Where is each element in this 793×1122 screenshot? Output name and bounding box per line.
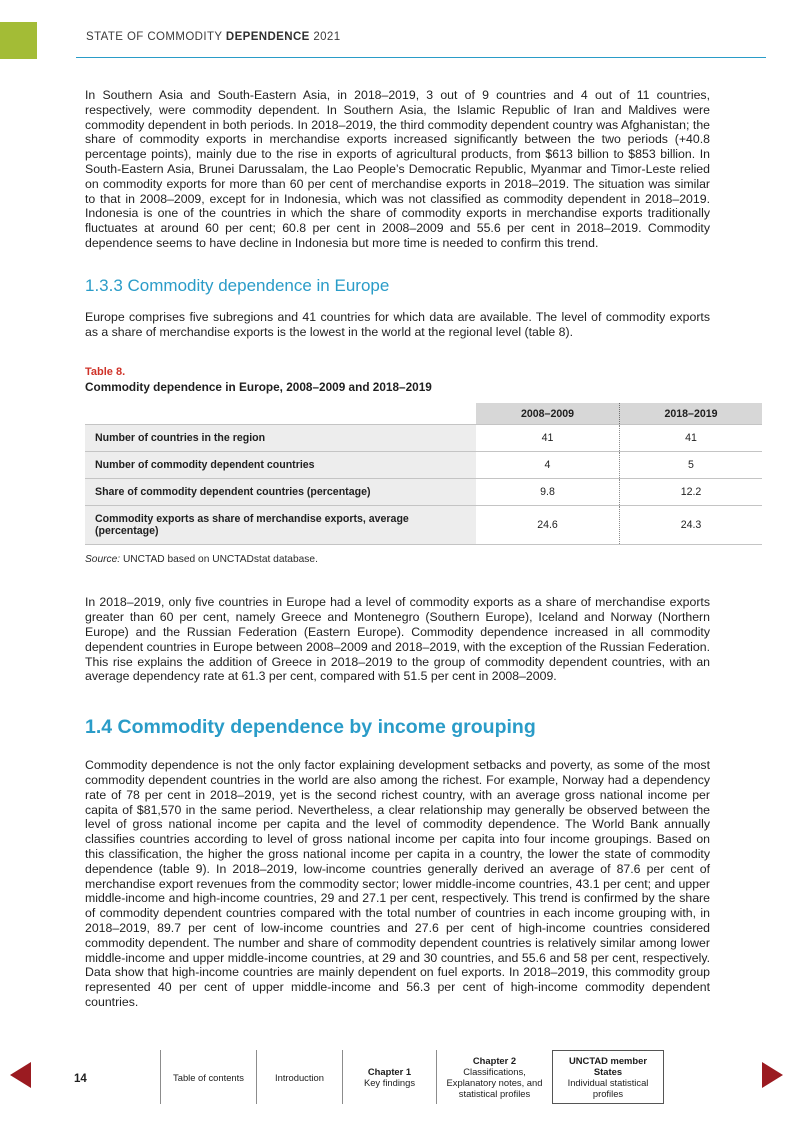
brand-green-block [0,22,37,59]
row-value: 9.8 [540,486,555,499]
source-label: Source: [85,554,121,566]
footer-nav-introduction[interactable] [256,1050,342,1104]
table8-header-row [85,403,762,424]
table8-title: Commodity dependence in Europe, 2008–2009 and 2018–2019 [85,380,432,395]
section-heading-1-3-3: 1.3.3 Commodity dependence in Europe [85,275,390,295]
table8-body [85,424,762,545]
row-label: Commodity exports as share of merchandise exports, average (percentage) [85,506,476,544]
row-label: Number of commodity dependent countries [85,452,476,478]
row-value: 24.6 [537,519,558,532]
header-divider [76,57,766,58]
footer-nav-title: Chapter 1 [367,1066,412,1077]
footer-nav-subtitle: Individual statistical profiles [567,1077,649,1099]
report-title-emphasis: DEPENDENCE [225,31,310,43]
europe-analysis-paragraph: In 2018–2019, only five countries in Europe had a level of commodity exports as a share of merchandise exports greater than 60 per cent, namely Greece and Montenegro (Southern Europe), Iceland and Norway (Northern Europe) and the Russian Federation (Eastern Europe). Commodity dependence increased in all commodity dependent countries in Europe between 2008–2009 and 2018–2019, with the exception of the Russian Federation. This rise explains the addition of Greece in 2018–2019 to the group of commodity dependent countries, with an average dependency rate at 61.3 per cent, compared with 51.5 per cent in 2008–2009. [85,595,710,684]
footer-nav [160,1050,664,1104]
row-value: 5 [619,452,762,478]
table8-label: Table 8. [85,366,126,379]
table8-section [85,366,718,566]
table8-source [85,554,710,565]
table-row [85,479,762,506]
row-value: 41 [541,432,554,445]
table-column-header-2018-2019: 2018–2019 [619,403,762,424]
income-grouping-paragraph: Commodity dependence is not the only factor explaining development setbacks and poverty, as some of the most commodity dependent countries in the world are also among the richest. For example, Norway had a dependency rate of 78 per cent in 2018–2019, yet is the second richest country, with an average gross national income per capita of $81,570 in the same period. Nevertheless, a clear relationship may generally be observed between the level of gross national income per capita and the level of commodity dependence. The World Bank annually classifies countries according to level of gross national income per capita into four income groupings. Based on this classification, the higher the gross national income per capita in a country, the lower the state of commodity dependence (table 9). In 2018–2019, low-income countries generally derived an average of 87.6 per cent of merchandise export revenues from the commodity sector; lower middle-income countries, 43.1 per cent; and upper middle-income and high-income countries, 29 and 27.1 per cent, respectively. This trend is confirmed by the share of commodity dependent countries compared with the total number of countries in each income grouping with, in 2018–2019, 89.7 per cent of low-income countries and 27.6 per cent of high-income countries considered commodity dependent. The number and share of commodity dependent countries is relatively similar among lower middle-income and upper middle-income countries, at 29 and 30 countries, and 55.6 and 58 per cent, respectively. Data show that high-income countries are mainly dependent on fuel exports. In 2018–2019, this commodity group represented 40 per cent of upper middle-income and 56.3 per cent of high-income commodity dependent countries. [85,758,710,1009]
report-title-prefix: STATE OF COMMODITY [86,31,226,43]
footer-nav-title: UNCTAD member States [569,1055,647,1077]
footer-nav-chapter-2[interactable] [436,1050,552,1104]
next-page-arrow-icon[interactable] [762,1062,783,1088]
row-value: 24.3 [619,506,762,544]
table-column-header-2008-2009: 2008–2009 [476,403,619,424]
table8 [85,403,762,545]
report-title [86,31,341,43]
row-value: 4 [544,459,551,472]
row-value: 41 [619,425,762,451]
footer-nav-subtitle: Classifications, Explanatory notes, and statistical profiles [446,1066,543,1099]
table8-header-spacer [85,403,476,424]
report-title-year: 2021 [309,31,341,43]
row-label: Share of commodity dependent countries (percentage) [85,479,476,505]
footer-nav-label: Table of contents [173,1071,244,1083]
footer-nav-label: Introduction [275,1071,324,1083]
row-value: 12.2 [619,479,762,505]
table-row [85,452,762,479]
europe-intro-paragraph: Europe comprises five subregions and 41 countries for which data are available. The level of commodity exports as a share of merchandise exports is the lowest in the world at the regional level (table 8). [85,309,710,339]
previous-page-arrow-icon[interactable] [10,1062,31,1088]
table-row [85,506,762,545]
footer-nav-member-states[interactable] [552,1050,664,1104]
footer-nav-chapter-1[interactable] [342,1050,436,1104]
page-content [85,88,718,1010]
footer-nav-subtitle: Key findings [363,1077,416,1088]
intro-paragraph: In Southern Asia and South-Eastern Asia, in 2018–2019, 3 out of 9 countries and 4 out of 11 countries, respectively, were commodity dependent. In Southern Asia, the Islamic Republic of Iran and Maldives were commodity dependent in both periods. In 2018–2019, the third commodity dependent country was Afghanistan; the share of commodity exports in merchandise exports increased significantly between the two periods (+40.8 percentage points), mainly due to the rise in exports of agricultural products, from $613 billion to $853 billion. In South-Eastern Asia, Brunei Darussalam, the Lao People’s Democratic Republic, Myanmar and Timor-Leste relied on commodity exports for more than 60 per cent of merchandise exports in 2018–2019. The situation was similar to that in 2008–2009, except for in Indonesia, which was not classified as commodity dependent in 2018–2019. Indonesia is one of the countries in which the share of commodity exports in merchandise exports traditionally fluctuates at around 60 per cent; 60.8 per cent in 2008–2009 and 55.6 per cent in 2018–2019. Commodity dependence seems to have decline in Indonesia but more time is needed to confirm this trend. [85,88,710,250]
table-row [85,425,762,452]
section-heading-1-4: 1.4 Commodity dependence by income grouping [85,716,536,739]
source-text: UNCTAD based on UNCTADstat database. [120,554,318,566]
footer-nav-table-of-contents[interactable] [160,1050,256,1104]
page-number: 14 [74,1073,87,1085]
footer-nav-title: Chapter 2 [472,1055,517,1066]
row-label: Number of countries in the region [85,425,476,451]
